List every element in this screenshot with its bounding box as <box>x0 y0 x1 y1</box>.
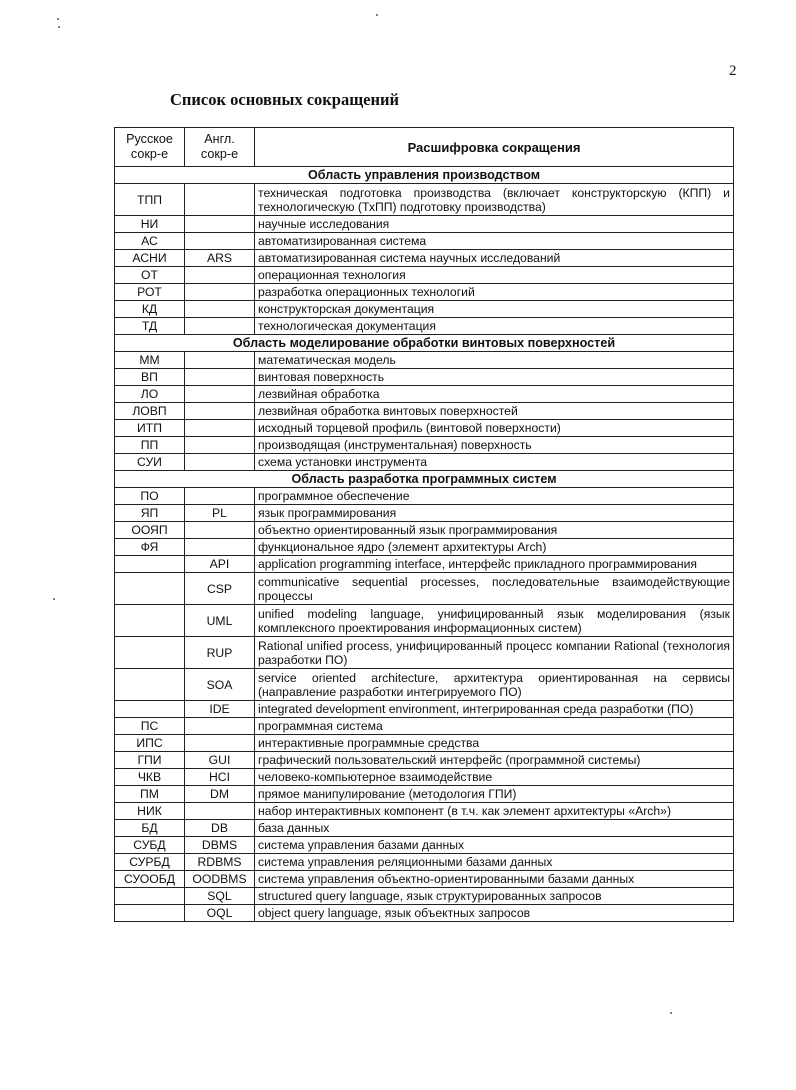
description-cell: unified modeling language, унифицированный язык моделирования (язык комплексного проектирования информационных систем) <box>255 605 734 637</box>
english-abbr-cell: OODBMS <box>185 871 255 888</box>
russian-abbr-cell: ММ <box>115 352 185 369</box>
description-cell: система управления объектно-ориентированными базами данных <box>255 871 734 888</box>
description-cell: исходный торцевой профиль (винтовой поверхности) <box>255 420 734 437</box>
table-row <box>115 837 734 854</box>
section-title: Область моделирование обработки винтовых поверхностей <box>115 335 734 352</box>
english-abbr-cell: API <box>185 556 255 573</box>
russian-abbr-cell: ПО <box>115 488 185 505</box>
russian-abbr-cell: ЛОВП <box>115 403 185 420</box>
english-abbr-cell <box>185 352 255 369</box>
table-row <box>115 701 734 718</box>
english-abbr-cell <box>185 718 255 735</box>
table-row <box>115 888 734 905</box>
english-abbr-cell <box>185 735 255 752</box>
table-row <box>115 267 734 284</box>
english-abbr-cell: ARS <box>185 250 255 267</box>
russian-abbr-cell: АС <box>115 233 185 250</box>
page-title: Список основных сокращений <box>170 90 400 109</box>
abbreviations-table <box>114 127 734 922</box>
scan-speck <box>57 18 59 20</box>
description-cell: научные исследования <box>255 216 734 233</box>
russian-abbr-cell: РОТ <box>115 284 185 301</box>
table-row <box>115 556 734 573</box>
russian-abbr-cell: СУИ <box>115 454 185 471</box>
table-row <box>115 352 734 369</box>
russian-abbr-cell: БД <box>115 820 185 837</box>
russian-abbr-cell: ГПИ <box>115 752 185 769</box>
table-row <box>115 369 734 386</box>
english-abbr-cell: CSP <box>185 573 255 605</box>
description-cell: производящая (инструментальная) поверхность <box>255 437 734 454</box>
russian-abbr-cell <box>115 605 185 637</box>
russian-abbr-cell: ТПП <box>115 184 185 216</box>
table-row <box>115 871 734 888</box>
description-cell: программная система <box>255 718 734 735</box>
russian-abbr-cell: КД <box>115 301 185 318</box>
table-row <box>115 669 734 701</box>
description-cell: технологическая документация <box>255 318 734 335</box>
english-abbr-cell <box>185 522 255 539</box>
russian-abbr-cell <box>115 669 185 701</box>
table-row <box>115 505 734 522</box>
scan-speck <box>670 1012 672 1014</box>
russian-abbr-cell <box>115 556 185 573</box>
russian-abbr-cell: АСНИ <box>115 250 185 267</box>
table-row <box>115 752 734 769</box>
description-cell: графический пользовательский интерфейс (программной системы) <box>255 752 734 769</box>
table-row <box>115 718 734 735</box>
russian-abbr-cell: ПС <box>115 718 185 735</box>
table-row <box>115 539 734 556</box>
english-abbr-cell: DM <box>185 786 255 803</box>
english-abbr-cell: IDE <box>185 701 255 718</box>
english-abbr-cell: DBMS <box>185 837 255 854</box>
description-cell: structured query language, язык структурированных запросов <box>255 888 734 905</box>
english-abbr-cell <box>185 284 255 301</box>
table-row <box>115 233 734 250</box>
description-cell: программное обеспечение <box>255 488 734 505</box>
description-cell: набор интерактивных компонент (в т.ч. как элемент архитектуры «Arch») <box>255 803 734 820</box>
scan-speck <box>376 14 378 16</box>
russian-abbr-cell: НИ <box>115 216 185 233</box>
section-title: Область разработка программных систем <box>115 471 734 488</box>
description-cell: integrated development environment, интегрированная среда разработки (ПО) <box>255 701 734 718</box>
russian-abbr-cell: ЯП <box>115 505 185 522</box>
english-abbr-cell <box>185 437 255 454</box>
table-row <box>115 488 734 505</box>
english-abbr-cell: SOA <box>185 669 255 701</box>
russian-abbr-cell <box>115 701 185 718</box>
russian-abbr-cell: ИПС <box>115 735 185 752</box>
header-description: Расшифровка сокращения <box>255 128 734 167</box>
table-row <box>115 216 734 233</box>
english-abbr-cell <box>185 184 255 216</box>
header-russian-abbr: Русское сокр-е <box>115 128 185 167</box>
description-cell: communicative sequential processes, последовательные взаимодействующие процессы <box>255 573 734 605</box>
english-abbr-cell <box>185 369 255 386</box>
table-row <box>115 437 734 454</box>
table-row <box>115 803 734 820</box>
description-cell: service oriented architecture, архитектура ориентированная на сервисы (направление разработки интегрируемого ПО) <box>255 669 734 701</box>
table-row <box>115 522 734 539</box>
russian-abbr-cell: СУООБД <box>115 871 185 888</box>
table-row <box>115 420 734 437</box>
description-cell: интерактивные программные средства <box>255 735 734 752</box>
russian-abbr-cell: ФЯ <box>115 539 185 556</box>
table-row <box>115 184 734 216</box>
header-english-abbr: Англ. сокр-е <box>185 128 255 167</box>
description-cell: разработка операционных технологий <box>255 284 734 301</box>
description-cell: техническая подготовка производства (включает конструкторскую (КПП) и технологическую (ТхПП) подготовку производства) <box>255 184 734 216</box>
description-cell: человеко-компьютерное взаимодействие <box>255 769 734 786</box>
russian-abbr-cell: ПП <box>115 437 185 454</box>
table-row <box>115 605 734 637</box>
description-cell: автоматизированная система научных исследований <box>255 250 734 267</box>
english-abbr-cell <box>185 216 255 233</box>
table-body <box>115 167 734 922</box>
english-abbr-cell <box>185 454 255 471</box>
description-cell: лезвийная обработка винтовых поверхностей <box>255 403 734 420</box>
table-row <box>115 403 734 420</box>
description-cell: объектно ориентированный язык программирования <box>255 522 734 539</box>
english-abbr-cell <box>185 267 255 284</box>
scan-speck <box>58 26 60 28</box>
table-row <box>115 820 734 837</box>
section-header-row <box>115 335 734 352</box>
table-row <box>115 454 734 471</box>
description-cell: application programming interface, интерфейс прикладного программирования <box>255 556 734 573</box>
description-cell: винтовая поверхность <box>255 369 734 386</box>
english-abbr-cell: SQL <box>185 888 255 905</box>
description-cell: операционная технология <box>255 267 734 284</box>
english-abbr-cell <box>185 233 255 250</box>
russian-abbr-cell <box>115 888 185 905</box>
table-row <box>115 318 734 335</box>
russian-abbr-cell: СУРБД <box>115 854 185 871</box>
description-cell: лезвийная обработка <box>255 386 734 403</box>
russian-abbr-cell <box>115 637 185 669</box>
description-cell: язык программирования <box>255 505 734 522</box>
russian-abbr-cell: ЛО <box>115 386 185 403</box>
english-abbr-cell <box>185 403 255 420</box>
description-cell: Rational unified process, унифицированный процесс компании Rational (технология разработки ПО) <box>255 637 734 669</box>
russian-abbr-cell: НИК <box>115 803 185 820</box>
description-cell: система управления реляционными базами данных <box>255 854 734 871</box>
table-header-row <box>115 128 734 167</box>
description-cell: object query language, язык объектных запросов <box>255 905 734 922</box>
english-abbr-cell <box>185 803 255 820</box>
description-cell: конструкторская документация <box>255 301 734 318</box>
section-header-row <box>115 167 734 184</box>
english-abbr-cell <box>185 301 255 318</box>
russian-abbr-cell: ИТП <box>115 420 185 437</box>
english-abbr-cell <box>185 386 255 403</box>
english-abbr-cell: UML <box>185 605 255 637</box>
english-abbr-cell: RUP <box>185 637 255 669</box>
russian-abbr-cell: ПМ <box>115 786 185 803</box>
page-number: 2 <box>729 63 737 79</box>
table-row <box>115 769 734 786</box>
table-row <box>115 854 734 871</box>
description-cell: автоматизированная система <box>255 233 734 250</box>
description-cell: функциональное ядро (элемент архитектуры Arch) <box>255 539 734 556</box>
english-abbr-cell: DB <box>185 820 255 837</box>
russian-abbr-cell: ЧКВ <box>115 769 185 786</box>
english-abbr-cell: PL <box>185 505 255 522</box>
section-header-row <box>115 471 734 488</box>
table-row <box>115 301 734 318</box>
table-row <box>115 284 734 301</box>
russian-abbr-cell: СУБД <box>115 837 185 854</box>
english-abbr-cell: GUI <box>185 752 255 769</box>
table-row <box>115 905 734 922</box>
russian-abbr-cell: ОТ <box>115 267 185 284</box>
table-row <box>115 573 734 605</box>
scan-speck <box>53 598 55 600</box>
description-cell: база данных <box>255 820 734 837</box>
table-row <box>115 250 734 267</box>
section-title: Область управления производством <box>115 167 734 184</box>
description-cell: прямое манипулирование (методология ГПИ) <box>255 786 734 803</box>
table-row <box>115 386 734 403</box>
english-abbr-cell <box>185 420 255 437</box>
description-cell: схема установки инструмента <box>255 454 734 471</box>
english-abbr-cell <box>185 318 255 335</box>
description-cell: система управления базами данных <box>255 837 734 854</box>
table-row <box>115 637 734 669</box>
russian-abbr-cell <box>115 573 185 605</box>
english-abbr-cell: OQL <box>185 905 255 922</box>
russian-abbr-cell: ТД <box>115 318 185 335</box>
russian-abbr-cell: ВП <box>115 369 185 386</box>
table-row <box>115 735 734 752</box>
english-abbr-cell <box>185 488 255 505</box>
english-abbr-cell <box>185 539 255 556</box>
english-abbr-cell: RDBMS <box>185 854 255 871</box>
description-cell: математическая модель <box>255 352 734 369</box>
russian-abbr-cell <box>115 905 185 922</box>
russian-abbr-cell: ООЯП <box>115 522 185 539</box>
english-abbr-cell: HCI <box>185 769 255 786</box>
table-row <box>115 786 734 803</box>
